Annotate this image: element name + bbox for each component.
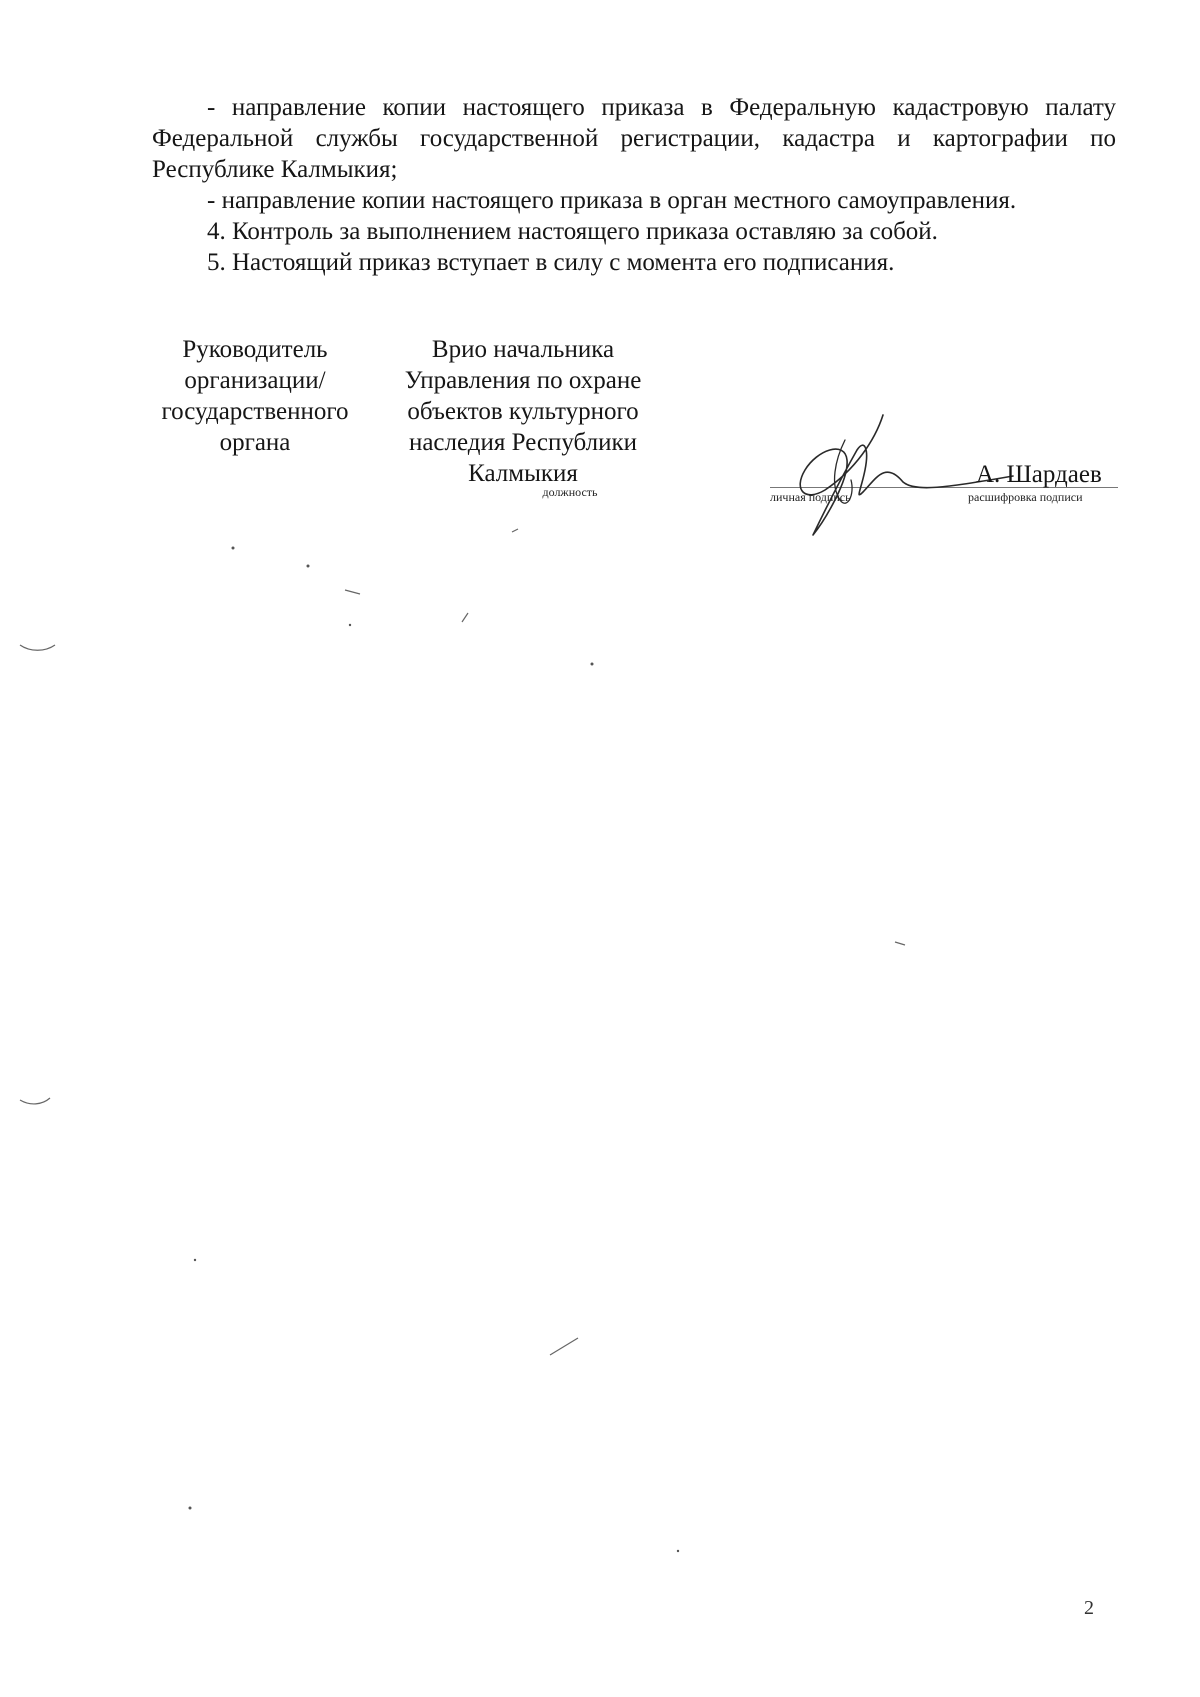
position-line: Врио начальника xyxy=(431,336,615,363)
head-label-line: органа xyxy=(219,429,291,456)
paragraph-effective-date: 5. Настоящий приказ вступает в силу с момента его подписания. xyxy=(207,249,895,276)
order-body xyxy=(152,92,1116,278)
position-line: наследия Республики xyxy=(408,429,638,456)
position-line: объектов культурного xyxy=(407,398,639,425)
head-label-line: организации/ xyxy=(184,367,326,394)
head-label-line: государственного xyxy=(161,398,349,425)
page-number: 2 xyxy=(1084,1597,1094,1619)
head-label-line: Руководитель xyxy=(182,336,328,363)
signature-caption: личная подпись xyxy=(770,490,851,504)
position-line: Калмыкия xyxy=(468,460,578,487)
paragraph-control: 4. Контроль за выполнением настоящего приказа оставляю за собой. xyxy=(207,218,938,245)
position-caption: должность xyxy=(542,485,598,499)
paragraph-copy-cadastral: - направление копии настоящего приказа в Федеральную кадастровую палату Федеральной службы государственной регистрации, кадастра и картографии по Республике Калмыкия; xyxy=(152,94,1116,183)
paragraph-copy-local-government: - направление копии настоящего приказа в орган местного самоуправления. xyxy=(207,187,1017,214)
signature-decode-caption: расшифровка подписи xyxy=(968,490,1083,504)
signer-position xyxy=(388,334,658,489)
head-of-organization-label xyxy=(145,334,365,458)
signer-name: А. Шардаев xyxy=(976,461,1102,488)
position-line: Управления по охране xyxy=(404,367,642,394)
